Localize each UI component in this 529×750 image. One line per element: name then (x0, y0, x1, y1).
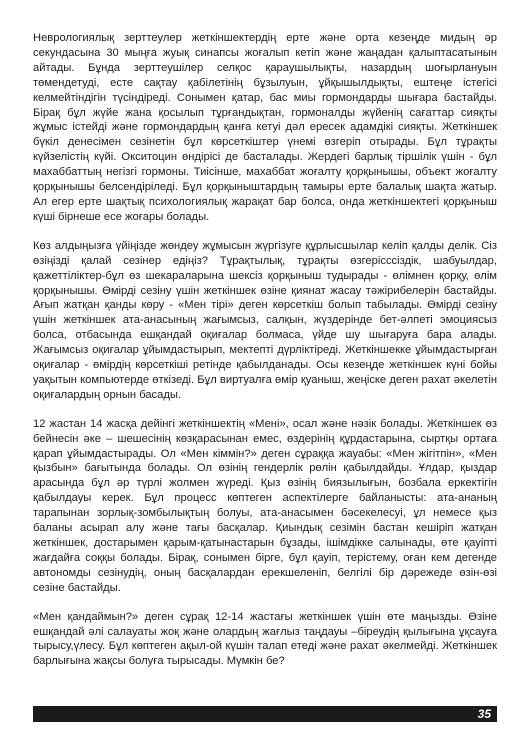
paragraph-1: Неврологиялық зерттеулер жеткіншектердің ерте және орта кезеңде мидың әр секундасына 30 мыңға жуық синапсы жоғалып кетіп және жаңадан қалыптасатынын айтады. Бұнда зерттеушілер селқос қараушылықты, назардың шоғырлануын төмендетуді, есте сақтау қабілетінің бұзылуын, ұйқышылдықты, ештеңе істегісі келмейтіндігін түсіндіреді. Сонымен қатар, бас миы гормондарды шығара бастайды. Бірақ бұл жүйе жана қосылып тұрғандықтан, гормоналды жүйенің сағаттар сияқты жұмыс істейді және гормондардың қанға кетуі дәл ересек адамдікі сияқты. Жеткіншек бүкіл денесімен сезінетін бұл көрсеткіштер үнемі өзгеріп отырады. Бұл тұрақты күйзелістің күйі. Окситоцин өндірісі де басталады. Жердегі барлық тіршілік үшін - бұл махаббаттың негізгі гормоны. Тиісінше, махаббат жоғалту қорқынышы, объект жоғалту қорқынышы белсендіріледі. Бұл қорқыныштардың тамыры ерте балалық шақта жатыр. Ал егер ерте шақтық психологиялық жарақат бар болса, онда жеткіншектегі қорқыныш күші бірнеше есе жоғары болады. (33, 32, 497, 223)
paragraph-4: «Мен қандаймын?» деген сұрақ 12-14 жастағы жеткіншек үшін өте маңызды. Өзіне ешқандай әлі салауаты жоқ және олардың жағлыз таңдауы –біреудің қылығына ұқсауға тырысу,үлесу. Бұл көптеген ақыл-ой күшін талап етеді және рахат әкелмейді. Жеткіншек барлығына жақсы болуға тырысады. Мүмкін бе? (33, 610, 497, 668)
page-number: 35 (477, 707, 491, 721)
body-text (33, 31, 497, 683)
footer-bar (33, 706, 497, 722)
paragraph-3: 12 жастан 14 жасқа дейінгі жеткіншектің «Мені», осал және нәзік болады. Жеткіншек өз бейнесін әке – шешесінің көзқарасынан емес, өздерінің құрдастарына, сыртқы ортаға қарап ұйымдастырады. Ол «Мен кіммін?» деген сұраққа жауабы: «Мен жігітпін», «Мен қызбын» бағытында болады. Ол өзінің гендерлік рөлін қабылдайды. Ұлдар, қыздар арасында бұл әр түрлі жолмен жүреді. Қыз өзінің биязылығын, бозбала еркектігін қабылдауы керек. Бұл процесс көптеген аспектілерге байланысты: ата-ананың тарапынан зорлық-зомбылықтың болуы, ата-анасымен бәсекелесуі, ұл немесе қыз баланы асырап алу және тағы басқалар. Қиындық сезімін бастан кешіріп жатқан жеткіншек, достарымен қарым-қатынастарын бұзады, ішімдікке салынады, өте қауіпті жағдайға соққы болады. Бірақ, сонымен бірге, бұл қауіп, терістему, оған кем дегенде автономды сезінудің, оның басқалардан ерекшеленіп, белгілі бір дәрежеде өзін-өзі сезіне бастайды. (33, 417, 497, 594)
paragraph-2: Көз алдыңызға үйіңізде жөндеу жұмысын жүргізуге құрлысшылар келіп қалды делік. Сіз өзіңізді қалай сезінер едіңіз? Тұрақтылық, тұрақты өзгерісссіздік, шабуылдар, қажеттіліктер-бұл өз шекараларына шексіз қорқыныш тудырады - өлімнен қорқу, өлім қорқынышы. Өмірді сезіну үшін жеткіншек өзіне қиянат жасау тәжірибелерін бастайды. Ағып жатқан қанды көру - «Мен тірі» деген көрсеткіш болып табылады. Өмірді сезіну үшін жеткіншек ата-анасының жағымсыз, салқын, жүздерінде бет-әлпеті эмоциясыз болса, отбасында ешқандай оқиғалар болмаса, үйде шу шығаруға бара алады. Жағымсыз оқиғалар ұйымдастырып, мектепті дүрліктіреді. Жеткіншекке ұйымдастырған оқиғалар - өмірдің көрсеткіші ретінде қабылданады. Осы кезеңде жеткіншек күні бойы уақытын компьютерде өткізеді. Бұл виртуалға өмір қуаныш, жеңіске деген рахат әкелетін оқиғалардың орнын басады. (33, 239, 497, 401)
